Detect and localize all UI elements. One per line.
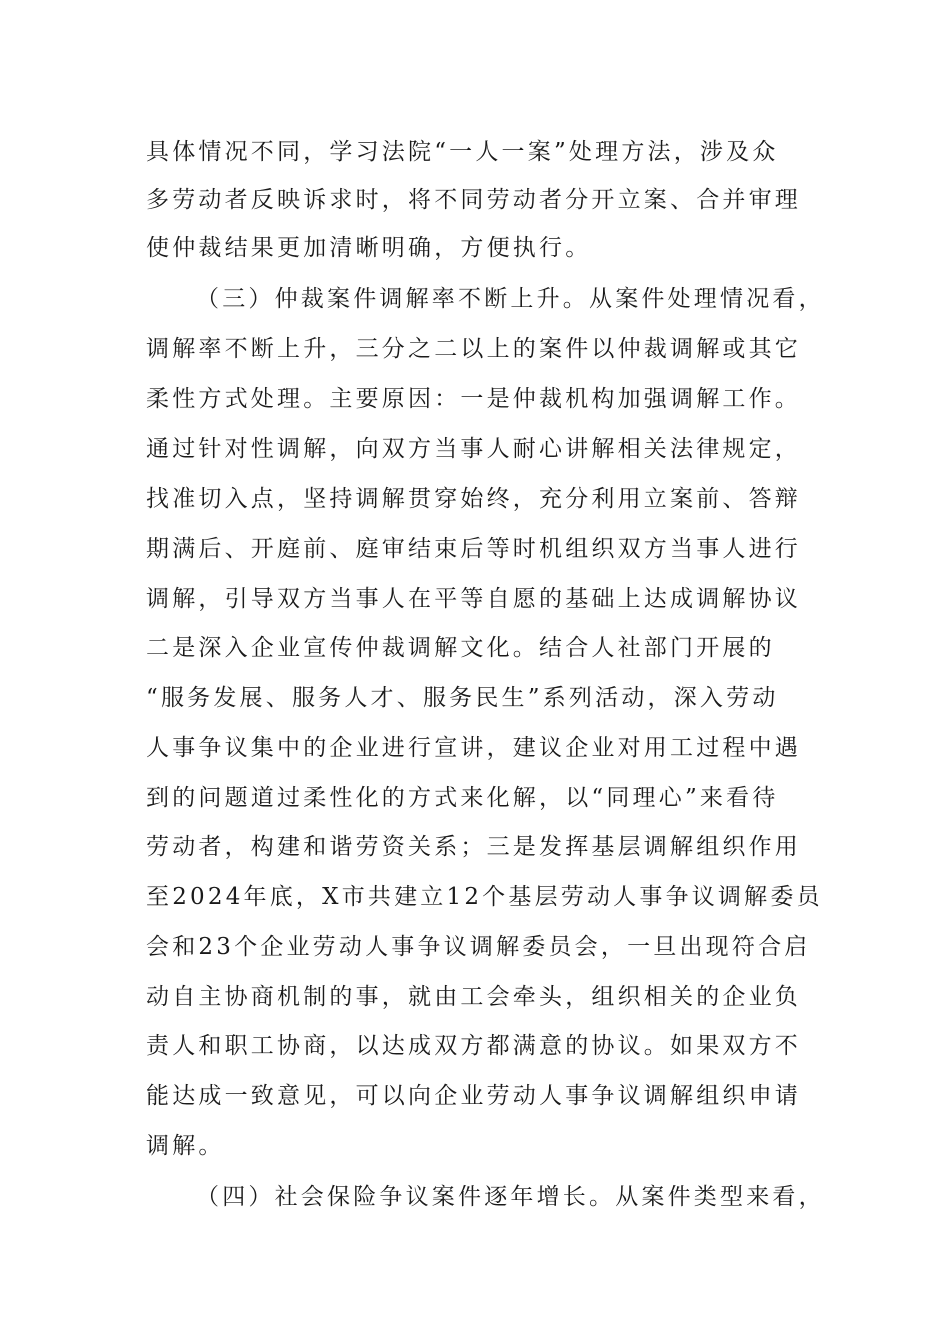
text-line: 会和23个企业劳动人事争议调解委员会，一旦出现符合启	[146, 934, 811, 960]
text-line: 调解。	[146, 1133, 225, 1159]
text-line: 劳动者，构建和谐劳资关系；三是发挥基层调解组织作用	[146, 834, 801, 860]
text-line: 使仲裁结果更加清晰明确，方便执行。	[146, 235, 592, 261]
text-line: 通过针对性调解，向双方当事人耐心讲解相关法律规定，	[146, 436, 801, 462]
text-line: 期满后、开庭前、庭审结束后等时机组织双方当事人进行	[146, 536, 801, 562]
section-heading-4: （四）社会保险争议案件逐年增长。从案件类型来看，	[196, 1184, 825, 1210]
text-line: 找准切入点，坚持调解贯穿始终，充分利用立案前、答辩	[146, 486, 801, 512]
text-line: 多劳动者反映诉求时，将不同劳动者分开立案、合并审理	[146, 187, 801, 213]
text-line: 责人和职工协商，以达成双方都满意的协议。如果双方不	[146, 1033, 801, 1059]
text-line: 到的问题道过柔性化的方式来化解，以“同理心”来看待	[146, 785, 779, 811]
text-line: 能达成一致意见，可以向企业劳动人事争议调解组织申请	[146, 1083, 801, 1109]
text-line: 调解率不断上升，三分之二以上的案件以仲裁调解或其它	[146, 336, 801, 362]
text-line: 调解，引导双方当事人在平等自愿的基础上达成调解协议	[146, 586, 801, 612]
text-line: 具体情况不同，学习法院“一人一案”处理方法，涉及众	[146, 139, 779, 165]
text-line: 动自主协商机制的事，就由工会牵头，组织相关的企业负	[146, 984, 801, 1010]
text-line: “服务发展、服务人才、服务民生”系列活动，深入劳动	[146, 685, 779, 711]
text-line: 至2024年底，X市共建立12个基层劳动人事争议调解委员	[146, 884, 823, 910]
section-heading-3: （三）仲裁案件调解率不断上升。从案件处理情况看，	[196, 286, 825, 312]
text-line: 人事争议集中的企业进行宣讲，建议企业对用工过程中遇	[146, 735, 801, 761]
text-line: 柔性方式处理。主要原因：一是仲裁机构加强调解工作。	[146, 386, 801, 412]
text-line: 二是深入企业宣传仲裁调解文化。结合人社部门开展的	[146, 635, 775, 661]
